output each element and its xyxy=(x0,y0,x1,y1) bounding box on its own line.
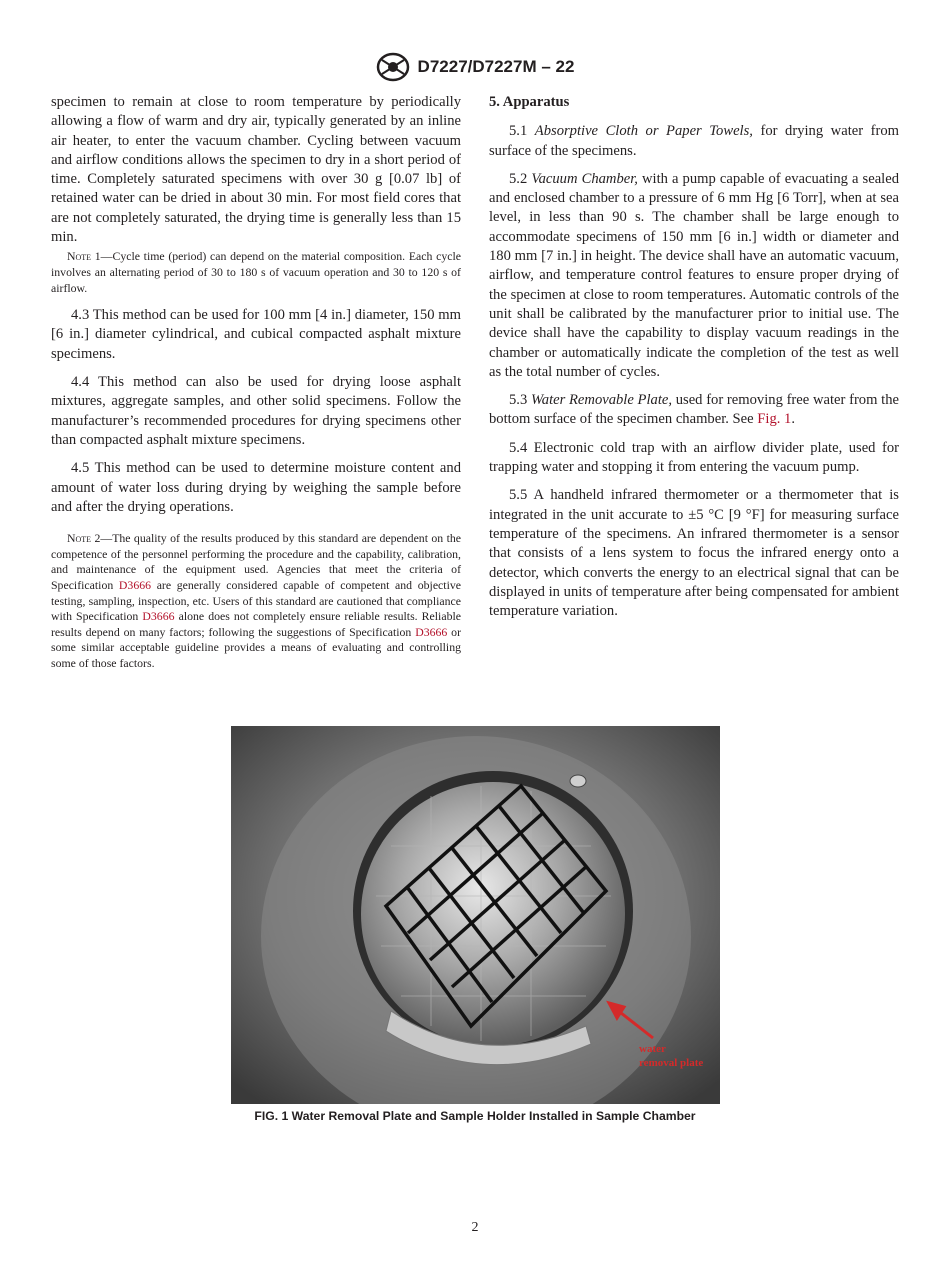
paragraph-number: 5.3 xyxy=(509,392,531,409)
paragraph-5-2 xyxy=(489,170,899,382)
note-2-text-c: alone does not completely ensure reliable results. Reliable results depend on many factors; following the suggestions of Specification xyxy=(51,609,461,639)
paragraph-number: 5.1 xyxy=(509,123,535,140)
note-2-text-d: or some similar acceptable guideline provides a means of evaluating and controlling some of those factors. xyxy=(51,624,461,670)
note-1-text: —Cycle time (period) can depend on the material composition. Each cycle involves an alternating period of 30 to 180 s of vacuum operation and 30 to 120 s of airflow. xyxy=(51,249,461,295)
paragraph-4-4: 4.4 This method can also be used for drying loose asphalt mixtures, aggregate samples, and other solid specimens. Follow the manufacturer’s recommended procedures for drying specimens other than compacted asphalt mixture specimens. xyxy=(51,374,461,448)
left-column xyxy=(51,93,461,681)
page-number: 2 xyxy=(471,1220,479,1235)
d3666-link[interactable]: D3666 xyxy=(415,624,448,639)
term: Water Removable Plate, xyxy=(530,392,673,409)
term: Vacuum Chamber, xyxy=(531,170,638,187)
sample-chamber-image xyxy=(231,726,720,1104)
paragraph-5-5: 5.5 A handheld infrared thermometer or a thermometer that is integrated in the unit accurate to ±5 °C [9 °F] for measuring surface temperature of the specimens. An infrared thermometer is a sensor that consists of a lens system to focus the infrared energy onto a detector, which converts the energy to an electrical signal that can be displayed in units of temperature after being compensated for ambient temperature variation. xyxy=(489,487,899,620)
paragraph-text: used for removing free water from the bottom surface of the specimen chamber. See xyxy=(489,392,900,428)
d3666-link[interactable]: D3666 xyxy=(142,609,175,624)
fig-1-link[interactable]: Fig. 1 xyxy=(757,411,792,428)
annotation-line-1: water xyxy=(639,1043,666,1055)
term: Absorptive Cloth or Paper Towels, xyxy=(534,123,753,140)
paragraph-number: 5.2 xyxy=(509,170,532,187)
note-1-label: Note 1 xyxy=(67,249,101,264)
figure-1-photo xyxy=(231,726,720,1104)
note-2-label: Note 2 xyxy=(67,531,101,546)
paragraph-text: for drying water from surface of the specimens. xyxy=(489,123,899,159)
paragraph-5-4: 5.4 Electronic cold trap with an airflow divider plate, used for trapping water and stopping it from entering the vacuum pump. xyxy=(489,439,899,476)
paragraph-4-3: 4.3 This method can be used for 100 mm [4 in.] diameter, 150 mm [6 in.] diameter cylindrical, and cubical compacted asphalt mixture specimens. xyxy=(51,307,461,362)
section-title-apparatus: 5. Apparatus xyxy=(489,94,570,110)
note-2-text-b: are generally considered capable of competent and objective testing, sampling, inspection, etc. Users of this standard are cautioned that compliance with Specification xyxy=(51,577,461,624)
document-id: D7227/D7227M – 22 xyxy=(417,57,575,76)
paragraph-end: . xyxy=(791,411,795,428)
note-2 xyxy=(51,531,461,671)
paragraph-5-1 xyxy=(489,122,899,161)
paragraph-5-3 xyxy=(489,391,899,430)
page-header xyxy=(0,52,950,87)
paragraph-text: with a pump capable of evacuating a sealed and enclosed chamber to a pressure of 6 mm Hg [6 Torr], when at sea level, in less than 90 s. The chamber shall be large enough to accommodate specimens of 150 mm [6 in.] width or diameter and 180 mm [7 in.] in height. The device shall have an automatic vacuum, airflow, and temperature control features to ensure proper drying of the specimen at close to room temperatures. Automatic controls of the unit shall be calibrated by the manufacturer prior to initial use. The device shall have the capability to display vacuum readings in the chamber or automatically indicate the completion of the test as well as the total number of cycles. xyxy=(489,170,900,380)
figure-caption: FIG. 1 Water Removal Plate and Sample Holder Installed in Sample Chamber xyxy=(254,1109,696,1123)
paragraph-4-2-continued: specimen to remain at close to room temperature by periodically allowing a flow of warm and dry air, typically generated by an inline air heater, to enter the vacuum chamber. Cycling between vacuum and airflow conditions allows the specimen to dry in a short period of time. Completely saturated specimens with over 30 g [0.07 lb] of retained water can be dried in about 30 min. For most field cores that are not completely saturated, the drying time is generally less than 15 min. xyxy=(51,94,461,246)
astm-logo-icon xyxy=(376,52,410,82)
note-1 xyxy=(51,249,461,296)
note-2-text-a: —The quality of the results produced by this standard are dependent on the competence of the personnel performing the procedure and the capability, calibration, and maintenance of the equipment used. Agencies that meet the criteria of Specification xyxy=(51,531,462,592)
d3666-link[interactable]: D3666 xyxy=(118,577,152,592)
right-column xyxy=(489,93,899,630)
annotation-line-2: removal plate xyxy=(639,1057,704,1069)
paragraph-4-5: 4.5 This method can be used to determine moisture content and amount of water loss during drying by weighing the sample before and after the drying operations. xyxy=(51,460,461,515)
